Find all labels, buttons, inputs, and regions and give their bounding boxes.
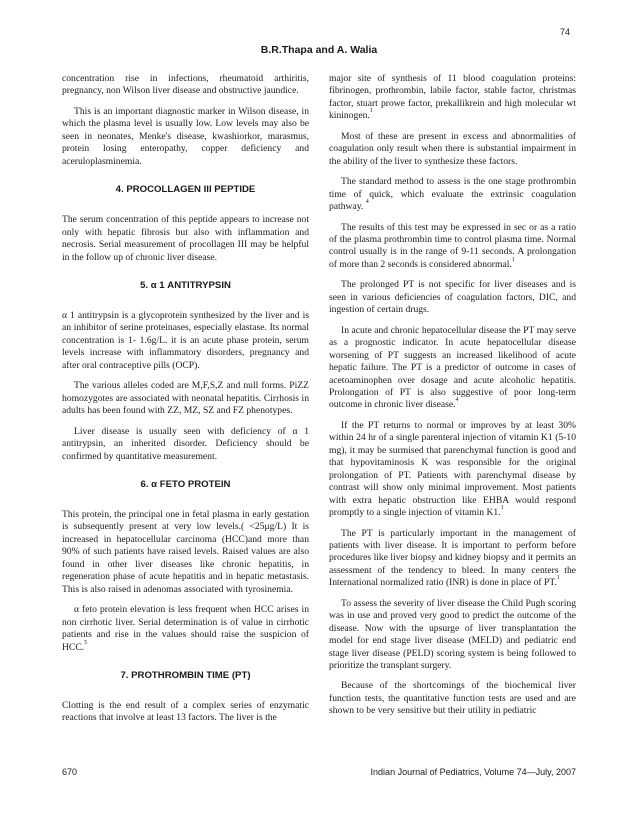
paragraph — [329, 176, 576, 213]
footer-page-number: 670 — [62, 767, 78, 777]
paragraph: The various alleles coded are M,F,S,Z and null forms. PiZZ homozygotes are associated with neonatal hepatitis. Cirrhosis in adults has been found with ZZ, MZ, SZ and FZ phenotypes. — [62, 380, 309, 417]
paragraph-text: If the PT returns to normal or improves by at least 30% within 24 hr of a single parenteral injection of vitamin K1 (5-10 mg), it may be surmised that parenchymal function is good and that hypovitaminosis K was responsible for the original prolongation of PT. Patients with parenchymal disease by contrast will show only minimal improvement. Most patients with extra hepatic obstruction like EHBA would respond promptly to a single injection of vitamin K1. — [329, 419, 576, 519]
section-heading: 5. α 1 ANTITRYPSIN — [140, 279, 231, 291]
paragraph-text: The PT is particularly important in the management of patients with liver disease. It is important to perform before procedures like liver biopsy and kidney biopsy and it permits an assessment of the tendency to bleed. In many centers the International normalized ratio (INR) is done in place of PT. — [329, 527, 576, 589]
section-heading: 4. PROCOLLAGEN III PEPTIDE — [115, 184, 256, 196]
page-number-top: 74 — [560, 27, 571, 37]
paragraph: Most of these are present in excess and abnormalities of coagulation only result when there is substantial impairment in the ability of the liver to synthesize these factors. — [329, 130, 576, 167]
paragraph — [329, 222, 576, 272]
reference-marker: 1 — [511, 256, 515, 263]
paragraph: To assess the severity of liver disease the Child Pugh scoring was in use and proved very good to predict the outcome of the disease. Now with the upsurge of liver transplantation the model for end stage liver disease (MELD) and pediatric end stage liver disease (PELD) scoring system is being followed to prioritize the transplant surgery. — [329, 597, 576, 672]
reference-marker: 4 — [365, 199, 369, 206]
right-column — [329, 73, 576, 726]
paragraph: Because of the shortcomings of the biochemical liver function tests, the quantitative function tests are used and are shown to be very sensitive but their utility in pediatric — [329, 680, 576, 717]
left-column — [62, 73, 309, 733]
reference-marker: 1 — [556, 575, 560, 582]
paragraph — [329, 528, 576, 590]
paragraph-text: In acute and chronic hepatocellular disease the PT may serve as a prognostic indicator. In acute hepatocellular disease worsening of PT suggests an increased likelihood of acute hepatic failure. The PT is a predictor of outcome in cases of acetoaminophen over dosage and acute alcoholic hepatitis. Prolongation of PT is also suggestive of poor long-term outcome in chronic liver disease. — [329, 324, 576, 411]
paragraph-text: The standard method to assess is the one stage prothrombin time of quick, which evaluate the extrinsic coagulation pathway. — [329, 176, 576, 213]
paragraph-text: major site of synthesis of 11 blood coagulation proteins: fibrinogen, prothrombin, labile factor, stable factor, christmas factor, stuart prowe factor, prekallikrein and high molecular wt kininogen. — [329, 73, 576, 122]
paragraph: This protein, the principal one in fetal plasma in early gestation is subsequently present at very low levels.( <25μg/L) It is increased in hepatocellular carcinoma (HCC)and more than 90% of such patients have raised levels. Raised values are also found in other liver diseases like chronic hepatitis, in regeneration phase of acute hepatitis and in hepatic metastasis. This is also raised in adenomas associated with tyrosinemia. — [62, 508, 309, 595]
paragraph — [329, 73, 576, 123]
paragraph: Liver disease is usually seen with deficiency of α 1 antitrypsin, an inherited disorder. Deficiency should be confirmed by quantitative measurement. — [62, 425, 309, 462]
running-head: B.R.Thapa and A. Walia — [260, 44, 378, 56]
reference-marker: 5 — [84, 639, 88, 646]
paragraph-text: The results of this test may be expressed in sec or as a ratio of the plasma prothrombin time to control plasma time. Normal control usually is in the range of 9-11 seconds. A prolongation of more than 2 seconds is considered abnormal. — [329, 221, 576, 270]
reference-marker: 1 — [500, 505, 504, 512]
paragraph-text: α feto protein elevation is less frequent when HCC arises in non cirrhotic liver. Serial determination is of value in cirrhotic patients and rise in the values should raise the suspicion of HCC. — [62, 604, 309, 653]
section-heading: 6. α FETO PROTEIN — [140, 478, 231, 490]
paragraph — [62, 604, 309, 654]
paragraph — [329, 420, 576, 520]
paragraph — [329, 325, 576, 412]
paragraph: The prolonged PT is not specific for liver diseases and is seen in various deficiencies of coagulation factors, DIC, and ingestion of certain drugs. — [329, 279, 576, 316]
reference-marker: 4 — [455, 397, 459, 404]
paragraph: Clotting is the end result of a complex series of enzymatic reactions that involve at least 13 factors. The liver is the — [62, 699, 309, 724]
paragraph: The serum concentration of this peptide appears to increase not only with hepatic fibrosis but also with inflammation and necrosis. Serial measurement of procollagen III may be helpful in the follow up of chronic liver disease. — [62, 214, 309, 263]
paragraph: α 1 antitrypsin is a glycoprotein synthesized by the liver and is an inhibitor of serine proteinases, especially elastase. Its normal concentration is 1- 1.6g/L. it is an acute phase protein, serum levels increase with inflammatory disorders, pregnancy and after oral contraceptive pills (OCP). — [62, 309, 309, 371]
paragraph: concentration rise in infections, rheumatoid arthiritis, pregnancy, non Wilson liver disease and obstructive jaundice. — [62, 73, 309, 97]
footer-journal: Indian Journal of Pediatrics, Volume 74—July, 2007 — [370, 767, 576, 777]
paragraph: This is an important diagnostic marker in Wilson disease, in which the plasma level is usually low. Low levels may also be seen in neonates, Menke's disease, kwashiorkor, marasmus, protein losing enteropathy, copper deficiency and aceruloplasminemia. — [62, 105, 309, 167]
section-heading: 7. PROTHROMBIN TIME (PT) — [120, 669, 251, 681]
reference-marker: 1 — [369, 108, 373, 115]
